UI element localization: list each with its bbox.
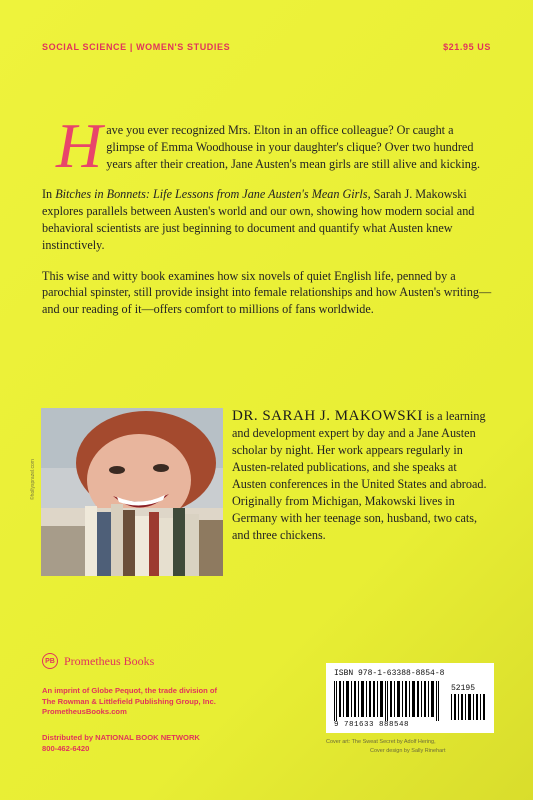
cover-credits xyxy=(326,738,526,756)
blurb xyxy=(42,110,493,332)
imprint-line-1: An imprint of Globe Pequot, the trade division of xyxy=(42,686,218,695)
imprint-line-2: The Rowman & Littlefield Publishing Group, Inc. xyxy=(42,696,216,706)
author-bio-text: is a learning and development expert by day and a Jane Austen scholar by night. Her work appears regularly in Austen-related publications, and she speaks at Austen conferences in the United States and abroad. Originally from Michigan, Makowski lives in Germany with her teenage son, husband, two cats, and three chickens. xyxy=(232,409,487,542)
blurb-p1-text: ave you ever recognized Mrs. Elton in an office colleague? Or caught a glimpse of Emma Woodhouse in your daughter's clique? Over two hundred years after their creation, Jane Austen's mean girls are still alive and kicking. xyxy=(106,123,481,171)
publisher-name: Prometheus Books xyxy=(64,653,155,668)
blurb-paragraph-2 xyxy=(42,186,493,253)
author-name: DR. SARAH J. MAKOWSKI xyxy=(232,408,423,424)
blurb-p2-rest: , Sarah J. Makowski explores parallels between Austen's world and our own, showing how modern social and behavioral scientists are just beginning to document and quantify what Austen knew instinctively. xyxy=(42,187,475,252)
distributor-info xyxy=(42,733,200,754)
imprint-info xyxy=(42,686,217,718)
author-bio xyxy=(232,408,493,544)
photo-credit: ©hollysprazel.com xyxy=(30,459,36,500)
publisher-logo-icon: PB xyxy=(42,653,58,669)
drop-cap: H xyxy=(56,110,103,181)
price-code: 52195 xyxy=(451,684,476,693)
blurb-paragraph-3: This wise and witty book examines how six novels of quiet English life, penned by a parochial spinster, still provide insight into female relationships and how Austen's writing—and our reading of it—offers comfort to millions of fans worldwide. xyxy=(42,268,492,317)
barcode-digits: 9 781633 888548 xyxy=(334,721,410,729)
cover-design-credit: Cover design by Sally Rinehart xyxy=(370,748,446,754)
cover-art-credit: Cover art: The Sweat Secret by Adolf Hering, xyxy=(326,739,436,745)
author-photo xyxy=(41,408,223,576)
barcode-block xyxy=(326,663,494,733)
publisher-block xyxy=(42,653,154,669)
header-bar xyxy=(42,42,491,52)
category-label: SOCIAL SCIENCE | WOMEN'S STUDIES xyxy=(42,42,231,52)
blurb-p2-prefix: In xyxy=(42,187,56,202)
book-title-italic: Bitches in Bonnets: Life Lessons from Jane Austen's Mean Girls xyxy=(55,187,368,202)
blurb-paragraph-1 xyxy=(42,110,493,181)
isbn-label: ISBN 978-1-63388-8854-8 xyxy=(334,669,445,678)
ean-barcode xyxy=(334,681,446,721)
publisher-website: PrometheusBooks.com xyxy=(42,707,127,716)
distributor-line: Distributed by NATIONAL BOOK NETWORK xyxy=(42,733,200,742)
addon-barcode xyxy=(451,694,487,720)
price-label: $21.95 US xyxy=(443,42,491,52)
distributor-phone: 800-462-6420 xyxy=(42,743,90,753)
